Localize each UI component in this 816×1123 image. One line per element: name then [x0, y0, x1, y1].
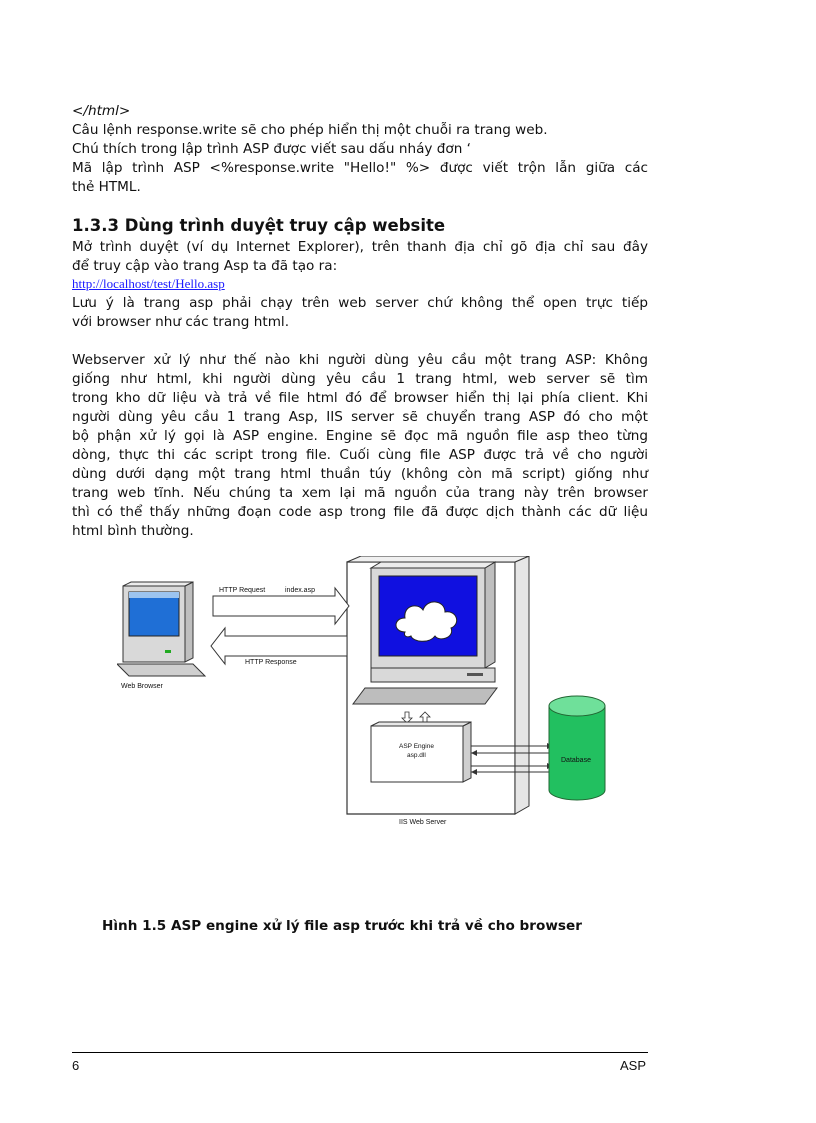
section-heading: 1.3.3 Dùng trình duyệt truy cập website — [72, 216, 446, 235]
client-computer-icon — [117, 582, 205, 676]
para-webserver-line: bộ phận xử lý gọi là ASP engine. Engine sẽ đọc mã nguồn file asp theo từng — [72, 428, 648, 444]
footer-title: ASP — [620, 1058, 647, 1073]
para-webserver-line: Webserver xử lý như thế nào khi người dùng yêu cầu một trang ASP: Không — [72, 352, 648, 368]
asp-architecture-diagram — [117, 556, 607, 828]
index-asp-label: index.asp — [285, 587, 315, 594]
para-webserver-line: html bình thường. — [72, 523, 194, 539]
para-webserver-line: trong kho dữ liệu và trả về file html đó để browser hiển thị lại phía client. Khi — [72, 390, 648, 406]
footer-divider — [72, 1052, 648, 1053]
asp-dll-label: asp.dll — [407, 752, 426, 759]
web-browser-label: Web Browser — [121, 683, 163, 690]
body-line-asp-code-cont: thẻ HTML. — [72, 179, 141, 195]
html-closing-tag: </html> — [72, 103, 131, 119]
para-note-cont: với browser như các trang html. — [72, 314, 290, 330]
body-line-response-write: Câu lệnh response.write sẽ cho phép hiển thị một chuỗi ra trang web. — [72, 122, 548, 138]
hello-asp-link[interactable]: http://localhost/test/Hello.asp — [72, 276, 225, 291]
body-line-asp-code: Mã lập trình ASP <%response.write "Hello!" %> được viết trộn lẫn giữa các — [72, 160, 648, 176]
para-webserver-line: thì có thể thấy những đoạn code asp trong file đã được dịch thành các dữ liệu — [72, 504, 648, 520]
para-open-browser: Mở trình duyệt (ví dụ Internet Explorer), trên thanh địa chỉ gõ địa chỉ sau đây — [72, 239, 648, 255]
page-number: 6 — [72, 1058, 80, 1073]
http-request-label: HTTP Request — [219, 587, 266, 594]
figure-caption: Hình 1.5 ASP engine xử lý file asp trước khi trả về cho browser — [102, 918, 582, 934]
http-response-label: HTTP Response — [245, 659, 297, 666]
para-webserver-line: người dùng yêu cầu 1 trang Asp, IIS server sẽ chuyển trang ASP đó cho một — [72, 409, 648, 425]
para-webserver-line: dùng dưới dạng một trang html thuần túy (không còn mã script) giống như — [72, 466, 648, 482]
para-webserver-line: dòng, thực thi các script trong file. Cuối cùng file ASP được trả về cho người — [72, 447, 648, 463]
body-line-comment: Chú thích trong lập trình ASP được viết sau dấu nháy đơn ‘ — [72, 141, 471, 157]
para-open-browser-cont: để truy cập vào trang Asp ta đã tạo ra: — [72, 258, 338, 274]
iis-web-server-label: IIS Web Server — [399, 819, 447, 826]
keyboard-icon — [353, 688, 497, 704]
para-note: Lưu ý là trang asp phải chạy trên web server chứ không thể open trực tiếp — [72, 295, 648, 311]
database-label: Database — [561, 757, 591, 764]
database-cylinder-icon — [549, 696, 605, 800]
para-webserver-line: giống như html, khi người dùng yêu cầu 1 trang html, web server sẽ tìm — [72, 371, 648, 387]
para-webserver-line: trang web tĩnh. Nếu chúng ta xem lại mã nguồn của trang này trên browser — [72, 485, 648, 501]
server-monitor-icon — [371, 562, 495, 682]
asp-engine-label: ASP Engine — [399, 743, 434, 750]
